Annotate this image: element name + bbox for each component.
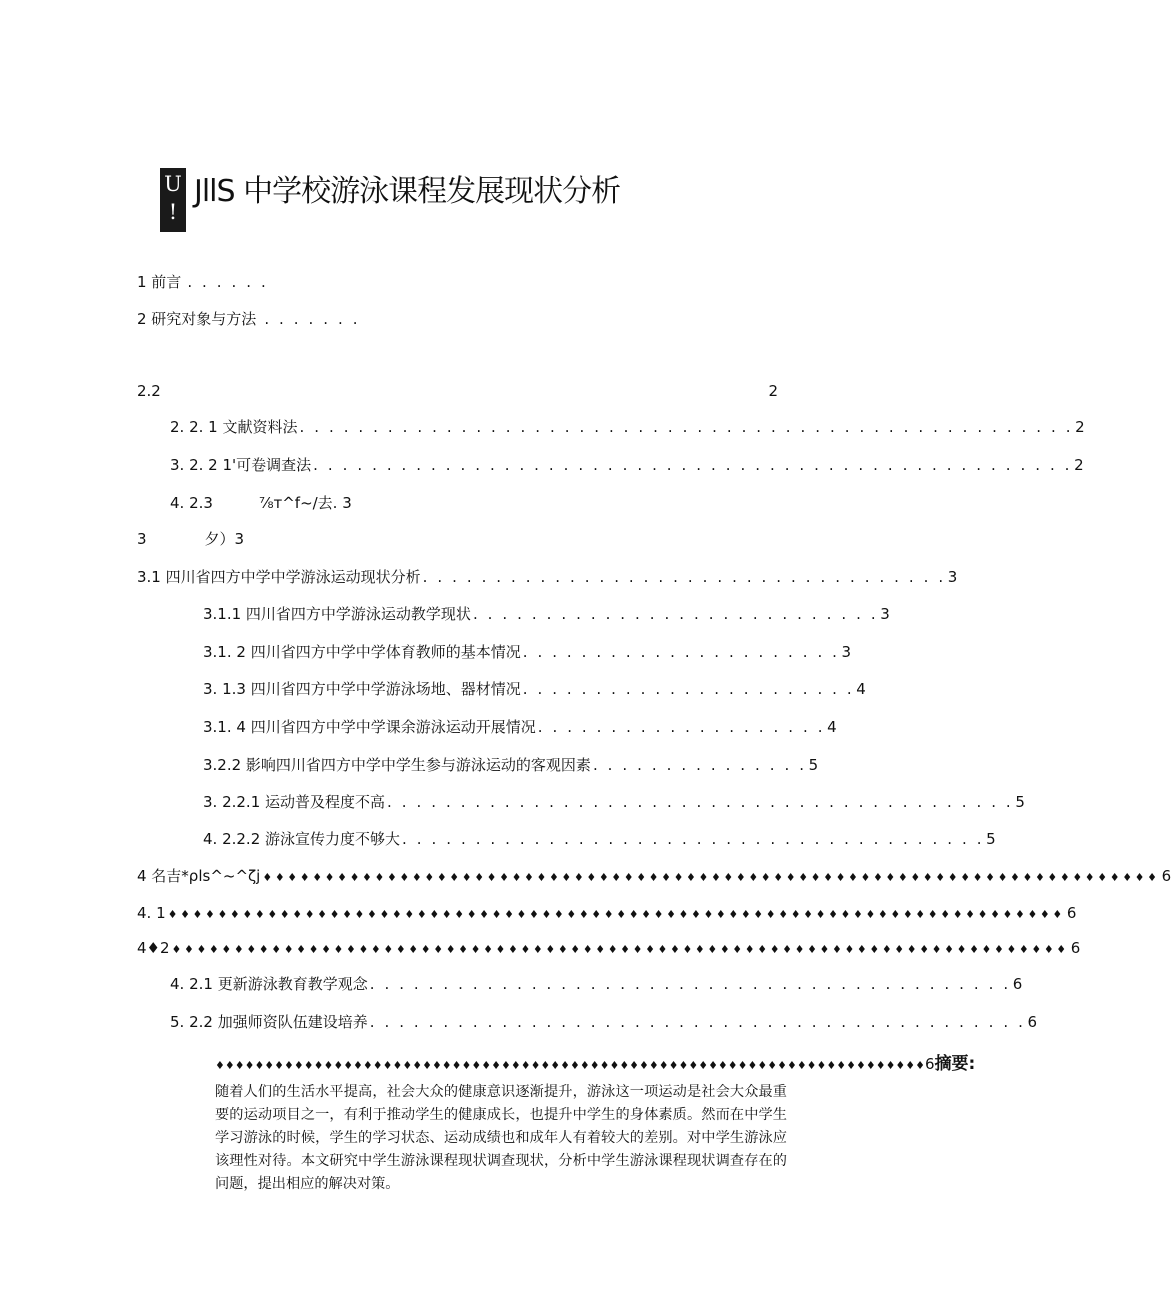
toc-leader: . . . . . . <box>187 273 269 291</box>
toc-label: 3. 2. 2 1'可卷调查法 <box>170 456 312 474</box>
toc-entry-2-2[interactable] <box>137 381 778 401</box>
toc-entry-2-2-2[interactable] <box>170 455 1084 475</box>
toc-entry-4-2[interactable] <box>137 938 1081 960</box>
abstract-title: 摘要: <box>934 1054 976 1074</box>
toc-entry-3-1-3[interactable] <box>203 679 866 699</box>
toc-leader: . . . . . . . <box>264 310 361 328</box>
toc-page: 6 <box>1012 975 1023 993</box>
abstract-body: 随着人们的生活水平提高，社会大众的健康意识逐渐提升，游泳这一项运动是社会大众最重要的运动项目之一，有利于推动学生的健康成长，也提升中学生的身体素质。然而在中学生学习游泳的时候，学生的学习状态、运动成绩也和成年人有着较大的差别。对中学生游泳应该理性对待。本文研究中学生游泳课程现状调查现状，分析中学生游泳课程现状调查存在的问题，提出相应的解决对策。 <box>215 1084 787 1192</box>
toc-page: 3 <box>947 568 958 586</box>
toc-leader: ♦♦♦♦♦♦♦♦♦♦♦♦♦♦♦♦♦♦♦♦♦♦♦♦♦♦♦♦♦♦♦♦♦♦♦♦♦♦♦♦♦♦♦♦♦♦♦♦♦♦♦♦♦♦♦♦♦♦♦♦♦♦♦♦♦♦♦♦♦♦♦♦ <box>167 908 1065 921</box>
toc-leader: . . . . . . . . . . . . . . . <box>592 756 807 774</box>
toc-label: 1 前言 <box>137 273 182 291</box>
toc-entry-3-2-2-1[interactable] <box>203 792 1025 812</box>
toc-label: 3.1.1 四川省四方中学游泳运动教学现状 <box>203 605 471 623</box>
title-badge-top: U <box>164 172 182 196</box>
toc-leader: . . . . . . . . . . . . . . . . . . . . . . . . . . . . . . . . . . . . . . . . . . . . <box>369 975 1011 993</box>
toc-leader: . . . . . . . . . . . . . . . . . . . . . . . <box>522 680 855 698</box>
toc-label: 3. 1.3 四川省四方中学中学游泳场地、器材情况 <box>203 680 521 698</box>
toc-page: 夕）3 <box>204 530 245 548</box>
toc-entry-4-2-2[interactable] <box>170 1012 1038 1032</box>
toc-label: 3. 2.2.1 运动普及程度不高 <box>203 793 386 811</box>
toc-leader: ♦♦♦♦♦♦♦♦♦♦♦♦♦♦♦♦♦♦♦♦♦♦♦♦♦♦♦♦♦♦♦♦♦♦♦♦♦♦♦♦♦♦♦♦♦♦♦♦♦♦♦♦♦♦♦♦♦♦♦♦♦♦♦♦♦♦♦♦♦♦♦♦ <box>171 943 1069 956</box>
toc-label: 3.1. 4 四川省四方中学中学课余游泳运动开展情况 <box>203 718 536 736</box>
toc-entry-3[interactable] <box>137 529 244 549</box>
toc-entry-methods[interactable] <box>137 309 362 329</box>
toc-entry-preface[interactable] <box>137 272 270 292</box>
title-badge-bottom: ! <box>168 200 178 224</box>
toc-entry-3-1[interactable] <box>137 567 958 587</box>
toc-entry-4-1[interactable] <box>137 903 1077 925</box>
toc-leader: . . . . . . . . . . . . . . . . . . . . . . . . . . . . . . . . . . . . . . . . . . . . . . . . . . . . <box>313 456 1073 474</box>
toc-leader: . . . . . . . . . . . . . . . . . . . . . . . . . . . . . . . . . . . . . . . . . . . . . <box>369 1013 1026 1031</box>
toc-entry-3-2-2-2[interactable] <box>203 829 996 849</box>
toc-entry-4-2-1[interactable] <box>170 974 1023 994</box>
toc-entry-3-1-1[interactable] <box>203 604 890 624</box>
toc-leader: . . . . . . . . . . . . . . . . . . . . . . . . . . . . <box>472 605 879 623</box>
toc-page: 3 <box>841 643 852 661</box>
toc-label: 4. 2.3 <box>170 494 213 512</box>
toc-page: 5 <box>808 756 819 774</box>
toc-entry-2-2-3[interactable] <box>170 493 352 513</box>
toc-page: 2 <box>1075 418 1085 436</box>
toc-label: 3.2.2 影响四川省四方中学中学生参与游泳运动的客观因素 <box>203 756 591 774</box>
toc-page: 6 <box>925 1055 935 1073</box>
toc-entry-4[interactable] <box>137 866 1171 888</box>
toc-leader: ♦♦♦♦♦♦♦♦♦♦♦♦♦♦♦♦♦♦♦♦♦♦♦♦♦♦♦♦♦♦♦♦♦♦♦♦♦♦♦♦♦♦♦♦♦♦♦♦♦♦♦♦♦♦♦♦♦♦♦♦♦♦♦♦♦♦♦♦♦♦♦♦ <box>215 1059 926 1072</box>
toc-label: 5. 2.2 加强师资队伍建设培养 <box>170 1013 368 1031</box>
title-badge <box>160 168 186 232</box>
abstract-heading-line <box>215 1054 976 1076</box>
toc-page: 4 <box>856 680 866 698</box>
toc-label: 4♦2 <box>137 939 170 957</box>
toc-leader: . . . . . . . . . . . . . . . . . . . . . . . . . . . . . . . . . . . . . . . . . . . . . . . . . . . . . <box>299 418 1074 436</box>
toc-page: ⅞т^f~/去. 3 <box>258 494 352 512</box>
toc-label: 4. 1 <box>137 904 166 922</box>
toc-page: 2 <box>768 382 778 400</box>
toc-leader: . . . . . . . . . . . . . . . . . . . . . . . . . . . . . . . . . . . . <box>422 568 946 586</box>
title-text: JllS 中学校游泳课程发展现状分析 <box>194 174 621 209</box>
toc-label: 4 名吉*ρls^~^ζj <box>137 867 261 885</box>
toc-label: 2.2 <box>137 382 161 400</box>
toc-page: 5 <box>986 830 996 848</box>
toc-page: 6 <box>1066 904 1077 922</box>
toc-entry-2-2-1[interactable] <box>170 417 1085 437</box>
toc-leader: . . . . . . . . . . . . . . . . . . . . . . . . . . . . . . . . . . . . . . . . . . . <box>387 793 1014 811</box>
toc-page: 6 <box>1161 867 1171 885</box>
toc-leader: . . . . . . . . . . . . . . . . . . . . . . . . . . . . . . . . . . . . . . . . <box>402 830 985 848</box>
toc-page: 6 <box>1027 1013 1038 1031</box>
toc-label: 3.1 四川省四方中学中学游泳运动现状分析 <box>137 568 421 586</box>
toc-label: 4. 2.2.2 游泳宣传力度不够大 <box>203 830 401 848</box>
toc-page: 4 <box>827 718 837 736</box>
toc-entry-3-1-4[interactable] <box>203 717 837 737</box>
toc-label: 4. 2.1 更新游泳教育教学观念 <box>170 975 368 993</box>
toc-leader: . . . . . . . . . . . . . . . . . . . . . . <box>522 643 840 661</box>
toc-label: 3 <box>137 530 147 548</box>
toc-label: 2 研究对象与方法 <box>137 310 257 328</box>
toc-page: 2 <box>1074 456 1084 474</box>
toc-leader: . . . . . . . . . . . . . . . . . . . . <box>537 718 826 736</box>
toc-entry-3-1-2[interactable] <box>203 642 852 662</box>
toc-entry-3-2-2[interactable] <box>203 755 819 775</box>
toc-label: 3.1. 2 四川省四方中学中学体育教师的基本情况 <box>203 643 521 661</box>
toc-leader: ♦♦♦♦♦♦♦♦♦♦♦♦♦♦♦♦♦♦♦♦♦♦♦♦♦♦♦♦♦♦♦♦♦♦♦♦♦♦♦♦♦♦♦♦♦♦♦♦♦♦♦♦♦♦♦♦♦♦♦♦♦♦♦♦♦♦♦♦♦♦♦♦ <box>262 871 1160 884</box>
toc-page: 3 <box>880 605 890 623</box>
document-title <box>160 168 620 234</box>
toc-label: 2. 2. 1 文献资料法 <box>170 418 298 436</box>
toc-page: 6 <box>1070 939 1081 957</box>
toc-page: 5 <box>1015 793 1025 811</box>
